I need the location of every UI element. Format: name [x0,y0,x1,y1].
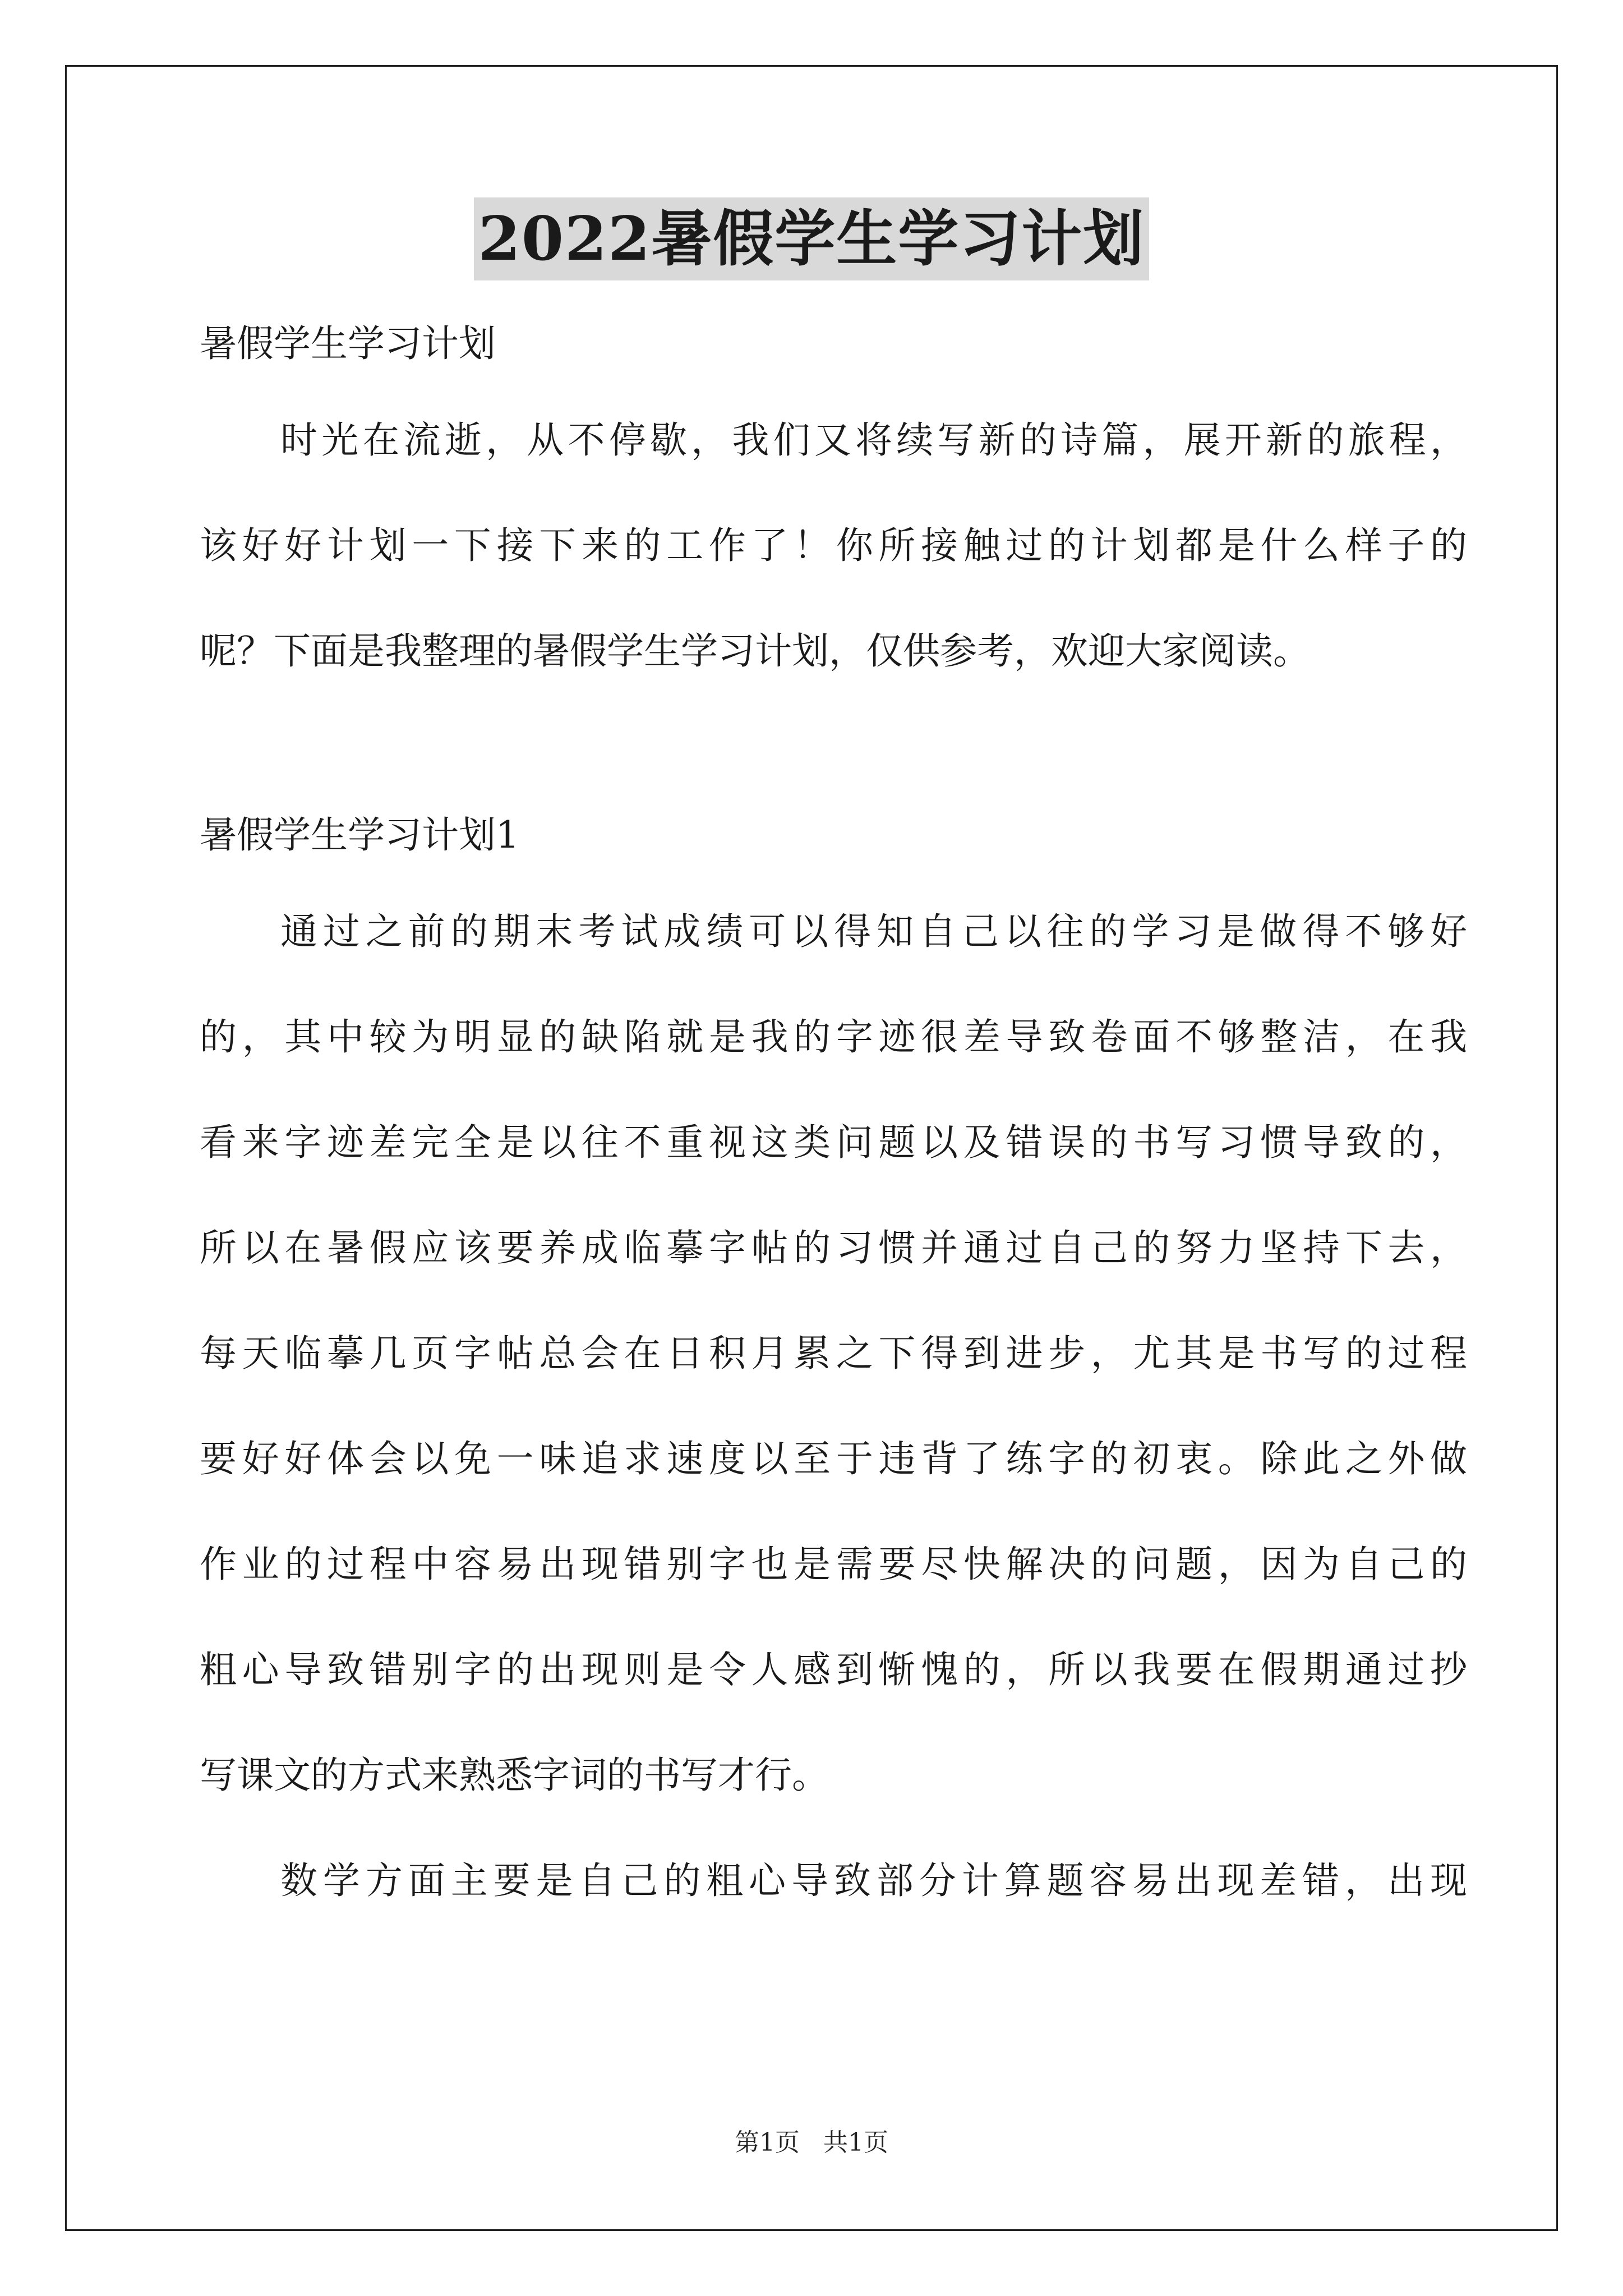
document-body [200,311,1467,1934]
paragraph-line: 呢？下面是我整理的暑假学生学习计划，仅供参考，欢迎大家阅读。 [200,629,1310,673]
paragraph-line: 的，其中较为明显的缺陷就是我的字迹很差导致卷面不够整洁，在我 [200,1015,1467,1059]
paragraph-line: 粗心导致错别字的出现则是令人感到惭愧的，所以我要在假期通过抄 [200,1648,1467,1691]
title-container [0,197,1623,280]
document-title: 2022暑假学生学习计划 [474,197,1150,280]
paragraph-line: 看来字迹差完全是以往不重视这类问题以及错误的书写习惯导致的， [200,1121,1467,1164]
paragraph-line: 写课文的方式来熟悉字词的书写才行。 [200,1754,829,1797]
paragraph-line: 数学方面主要是自己的粗心导致部分计算题容易出现差错，出现 [280,1859,1467,1902]
section-heading: 暑假学生学习计划1 [200,813,519,857]
paragraph-line: 每天临摹几页字帖总会在日积月累之下得到进步，尤其是书写的过程 [200,1332,1467,1375]
paragraph-line: 作业的过程中容易出现错别字也是需要尽快解决的问题，因为自己的 [200,1543,1467,1586]
section-heading: 暑假学生学习计划 [200,322,496,365]
section-intro [200,317,1467,704]
paragraph [200,879,1467,1828]
paragraph-line: 该好好计划一下接下来的工作了！你所接触过的计划都是什么样子的 [200,524,1467,567]
page-total: 共1页 [823,2128,888,2157]
section-plan-1 [200,808,1467,1934]
paragraph-line: 要好好体会以免一味追求速度以至于违背了练字的初衷。除此之外做 [200,1437,1467,1480]
paragraph [200,388,1467,704]
paragraph [200,1828,1467,1934]
paragraph-line: 时光在流逝，从不停歇，我们又将续写新的诗篇，展开新的旅程， [280,418,1467,462]
page-number: 第1页 [735,2128,800,2157]
paragraph-line: 所以在暑假应该要养成临摹字帖的习惯并通过自己的努力坚持下去， [200,1226,1467,1269]
paragraph-line: 通过之前的期末考试成绩可以得知自己以往的学习是做得不够好 [280,910,1467,953]
page-footer [0,2126,1623,2160]
